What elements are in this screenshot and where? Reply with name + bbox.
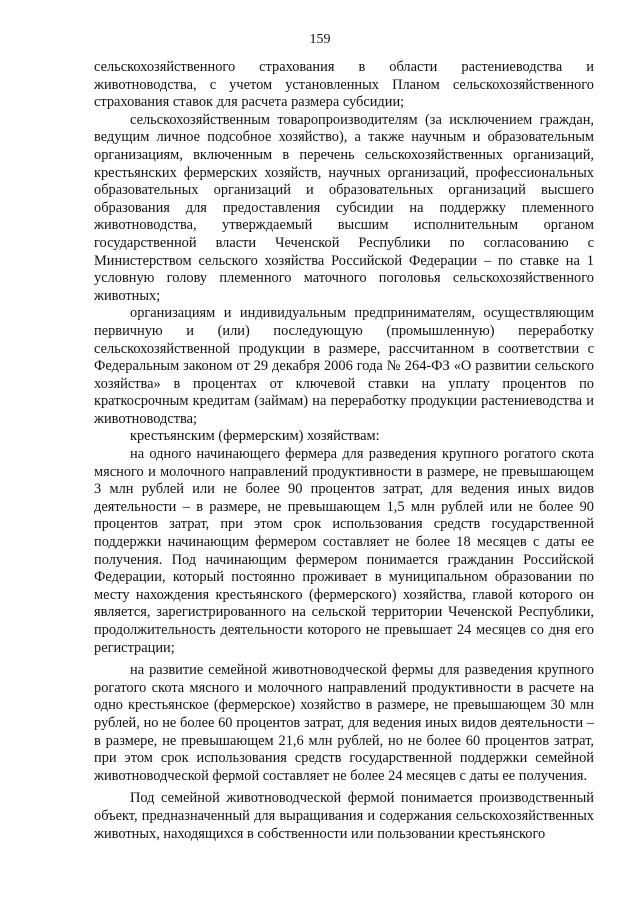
document-body: [94, 59, 594, 843]
paragraph-processing-organizations: организациям и индивидуальным предпринимателям, осуществляющим первичную и (или) последующую (промышленную) переработку сельскохозяйственной продукции в размере, рассчитанном в соответствии с Федеральным законом от 29 декабря 2006 года № 264-ФЗ «О развитии сельского хозяйства» в процентах от ключевой ставки на уплату процентов по краткосрочным кредитам (займам) на переработку продукции растениеводства и животноводства;: [94, 305, 594, 427]
page-number: 159: [309, 32, 331, 47]
paragraph-breeding-subsidy: сельскохозяйственным товаропроизводителям (за исключением граждан, ведущим личное подсобное хозяйство), а также научным и образовательным организациям, включенным в перечень сельскохозяйственных организаций, крестьянских фермерских хозяйств, научных организаций, профессиональных образовательных организаций и образовательных организаций высшего образования для предоставления субсидии на поддержку племенного животноводства, утверждаемый высшим исполнительным органом государственной власти Чеченской Республики по согласованию с Министерством сельского хозяйства Российской Федерации – по ставке на 1 условную голову племенного маточного поголовья сельскохозяйственного животных;: [94, 111, 594, 304]
paragraph-beginning-farmer: на одного начинающего фермера для разведения крупного рогатого скота мясного и молочного направлений продуктивности в размере, не превышающем 3 млн рублей или не более 90 процентов затрат, для ведения иных видов деятельности – в размере, не превышающем 1,5 млн рублей или не более 90 процентов затрат, при этом срок использования средств государственной поддержки начинающим фермером составляет не более 18 месяцев с даты ее получения. Под начинающим фермером понимается гражданин Российской Федерации, который постоянно проживает в муниципальном образовании по месту нахождения крестьянского (фермерского) хозяйства, главой которого он является, зарегистрированного на сельской территории Чеченской Республики, продолжительность деятельности которого не превышает 24 месяцев со дня его регистрации;: [94, 446, 594, 656]
paragraph-farm-households-heading: крестьянским (фермерским) хозяйствам:: [130, 428, 380, 445]
paragraph-family-farm: на развитие семейной животноводческой фермы для разведения крупного рогатого скота мясного и молочного направлений продуктивности в расчете на одно крестьянское (фермерское) хозяйство в размере, не превышающем 30 млн рублей, но не более 60 процентов затрат, для ведения иных видов деятельности – в размере, не превышающем 21,6 млн рублей, но не более 60 процентов затрат, при этом срок использования средств государственной поддержки семейной животноводческой фермой составляет не более 24 месяцев с даты ее получения.: [94, 662, 594, 784]
paragraph-family-farm-definition: Под семейной животноводческой фермой понимается производственный объект, предназначенный для выращивания и содержания сельскохозяйственных животных, находящихся в собственности или пользовании крестьянского: [94, 790, 594, 842]
paragraph-insurance-continuation: сельскохозяйственного страхования в области растениеводства и животноводства, с учетом установленных Планом сельскохозяйственного страхования ставок для расчета размера субсидии;: [94, 59, 594, 111]
